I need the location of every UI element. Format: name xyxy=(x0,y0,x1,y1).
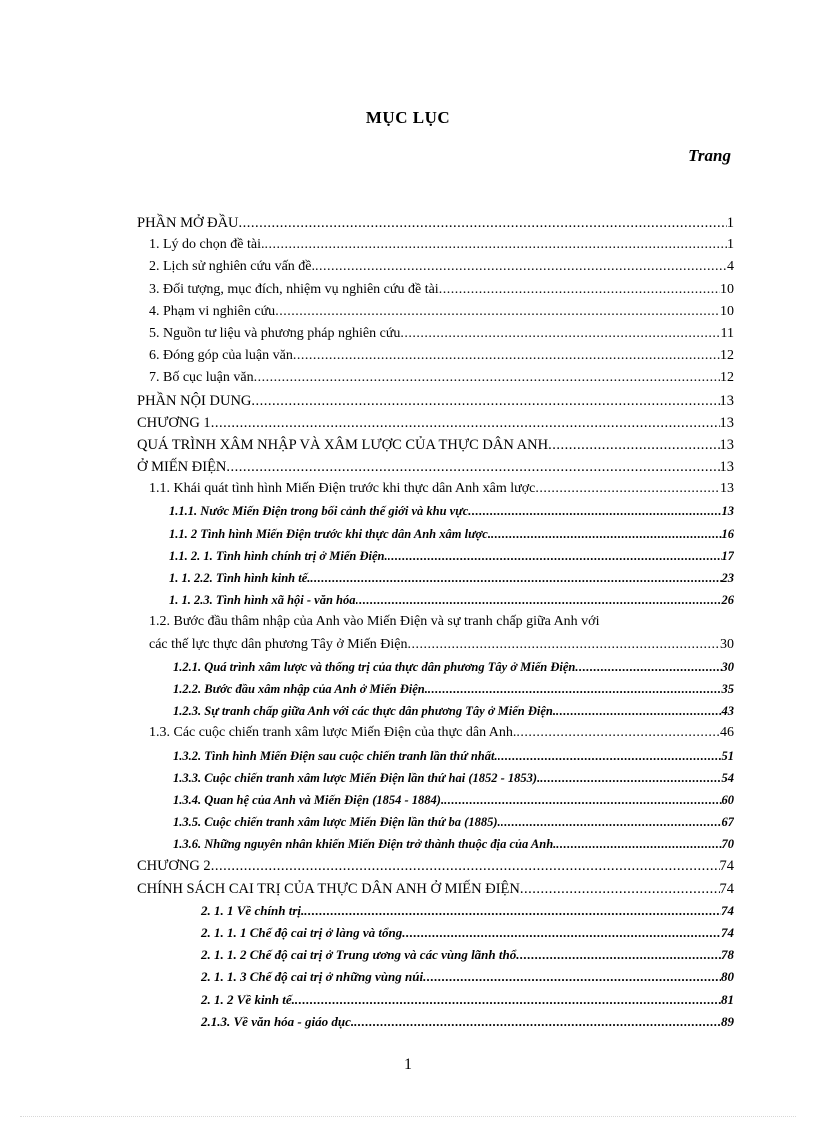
toc-entry-page: 13 xyxy=(719,414,734,431)
toc-entry[interactable] xyxy=(137,922,734,944)
toc-entry-label: 4. Phạm vi nghiên cứu xyxy=(149,303,276,319)
toc-entry-label: 1. 1. 2.3. Tình hình xã hội - văn hóa xyxy=(169,593,356,608)
toc-entry-page: 16 xyxy=(721,526,734,541)
toc-entry[interactable] xyxy=(137,212,734,234)
toc-entry[interactable] xyxy=(137,833,734,855)
toc-entry-label: PHẦN NỘI DUNG xyxy=(137,392,252,409)
page-number: 1 xyxy=(404,1056,412,1073)
toc-entry-label: 1.2. Bước đầu thâm nhập của Anh vào Miến Điện và sự tranh chấp giữa Anh với xyxy=(149,614,600,630)
toc-entry-page: 13 xyxy=(721,504,734,519)
toc-entry-page: 13 xyxy=(720,481,734,497)
toc-entry-page: 46 xyxy=(720,725,734,741)
toc-entry-label: 1.2.3. Sự tranh chấp giữa Anh với các thực dân phương Tây ở Miến Điện. xyxy=(173,704,556,719)
toc-entry-label: 2.1.3. Về văn hóa - giáo dục. xyxy=(201,1013,355,1029)
toc-entry[interactable] xyxy=(137,700,734,722)
toc-entry-page: 10 xyxy=(720,281,734,297)
toc-entry-page: 10 xyxy=(720,303,734,319)
toc-entry[interactable] xyxy=(137,656,734,678)
dot-leader xyxy=(226,456,719,478)
toc-entry[interactable] xyxy=(137,478,734,500)
toc-entry-page: 35 xyxy=(721,681,734,696)
dot-leader xyxy=(239,212,727,234)
toc-entry-label: 1.2.2. Bước đầu xâm nhập của Anh ở Miến Điện. xyxy=(173,681,428,696)
toc-entry-page: 51 xyxy=(721,748,734,763)
toc-entry[interactable] xyxy=(137,634,734,656)
dot-leader xyxy=(354,1011,721,1033)
toc-entry[interactable] xyxy=(137,412,734,434)
dot-leader xyxy=(251,390,719,412)
toc-entry-page: 13 xyxy=(719,436,734,453)
dot-leader xyxy=(408,634,720,656)
toc-entry-page: 4 xyxy=(727,259,734,275)
toc-entry-label: 1.1. Khái quát tình hình Miến Điện trước khi thực dân Anh xâm lược xyxy=(149,481,536,497)
dot-leader xyxy=(575,656,721,678)
toc-entry[interactable] xyxy=(137,301,734,323)
dot-leader xyxy=(535,478,720,500)
toc-entry[interactable] xyxy=(137,323,734,345)
toc-entry-label: 1.1.1. Nước Miến Điện trong bối cảnh thế giới và khu vực xyxy=(169,504,469,519)
toc-entry-label: 1.3.4. Quan hệ của Anh và Miến Điện (1854 - 1884). xyxy=(173,792,445,807)
toc-entry-page: 23 xyxy=(721,571,734,585)
toc-entry-page: 60 xyxy=(721,792,734,807)
toc-entry[interactable] xyxy=(137,256,734,278)
toc-entry-page: 54 xyxy=(721,770,734,785)
dot-leader xyxy=(439,279,720,301)
dot-leader xyxy=(254,367,720,389)
toc-entry[interactable] xyxy=(137,745,734,767)
dot-leader xyxy=(444,789,721,811)
toc-entry-label: 1.3.6. Những nguyên nhân khiến Miến Điện trở thành thuộc địa của Anh. xyxy=(173,837,557,852)
dot-leader xyxy=(516,944,721,966)
dot-leader xyxy=(501,811,722,833)
toc-entry[interactable] xyxy=(137,1011,734,1033)
toc-entry-label: 1.3.3. Cuộc chiến tranh xâm lược Miến Điện lần thứ hai (1852 - 1853). xyxy=(173,770,541,785)
toc-entry-page: 74 xyxy=(719,858,734,875)
toc-entry-label: 6. Đóng góp của luận văn xyxy=(149,348,293,364)
dot-leader xyxy=(556,833,721,855)
toc-entry-page: 81 xyxy=(721,991,734,1007)
toc-entry-label: CHÍNH SÁCH CAI TRỊ CỦA THỰC DÂN ANH Ở MIẾN ĐIỆN xyxy=(137,880,520,897)
toc-entry-page: 67 xyxy=(721,815,734,830)
toc-entry-label: các thế lực thực dân phương Tây ở Miến Điện xyxy=(149,636,408,652)
dot-leader xyxy=(402,922,721,944)
toc-entry-page: 11 xyxy=(720,325,734,341)
toc-entry-page: 12 xyxy=(720,348,734,364)
toc-entry-label: 1.1. 2. 1. Tình hình chính trị ở Miến Điện. xyxy=(169,548,388,563)
toc-entry-page: 43 xyxy=(721,704,734,719)
dot-leader xyxy=(428,678,722,700)
dot-leader xyxy=(540,767,721,789)
page-title: MỤC LỤC xyxy=(365,108,451,127)
page-bottom-divider xyxy=(20,1116,796,1117)
dot-leader xyxy=(264,234,727,256)
toc-entry[interactable] xyxy=(137,767,734,789)
toc-entry-page: 74 xyxy=(721,902,734,918)
toc-entry-label: CHƯƠNG 1 xyxy=(137,414,211,431)
toc-entry[interactable] xyxy=(137,811,734,833)
toc-entry[interactable] xyxy=(137,500,734,522)
toc-entry[interactable] xyxy=(137,989,734,1011)
dot-leader xyxy=(520,878,720,900)
toc-entry[interactable] xyxy=(137,367,734,389)
dot-leader xyxy=(295,989,721,1011)
dot-leader xyxy=(468,500,721,522)
toc-entry[interactable] xyxy=(137,234,734,256)
toc-entry-label: 2. 1. 1 Về chính trị. xyxy=(201,902,305,918)
toc-entry[interactable] xyxy=(137,855,734,877)
toc-entry-page: 70 xyxy=(721,837,734,852)
dot-leader xyxy=(310,567,721,589)
dot-leader xyxy=(275,301,720,323)
toc-entry-label: 1.3.5. Cuộc chiến tranh xâm lược Miến Điện lần thứ ba (1885). xyxy=(173,815,501,830)
toc-entry-page: 74 xyxy=(721,925,734,940)
toc-entry-label: 1. Lý do chọn đề tài. xyxy=(149,237,265,253)
toc-entry[interactable] xyxy=(137,456,734,478)
toc-entry-label: 1.1. 2 Tình hình Miến Điện trước khi thực dân Anh xâm lược. xyxy=(169,526,491,541)
toc-entry[interactable] xyxy=(137,966,734,988)
toc-entry[interactable] xyxy=(137,279,734,301)
toc-entry-page: 89 xyxy=(721,1013,734,1029)
dot-leader xyxy=(388,545,722,567)
dot-leader xyxy=(211,412,720,434)
toc-entry[interactable] xyxy=(137,545,734,567)
toc-entry-label: 1. 1. 2.2. Tình hình kinh tế. xyxy=(169,571,311,585)
toc-entry[interactable] xyxy=(137,523,734,545)
toc-entry[interactable] xyxy=(137,589,734,611)
toc-entry-label: 5. Nguồn tư liệu và phương pháp nghiên cứu xyxy=(149,325,401,341)
toc-entry-page: 30 xyxy=(721,659,734,674)
toc-entry-page: 13 xyxy=(719,392,734,409)
dot-leader xyxy=(400,323,720,345)
toc-entry-label: QUÁ TRÌNH XÂM NHẬP VÀ XÂM LƯỢC CỦA THỰC DÂN ANH xyxy=(137,436,549,453)
toc-entry[interactable] xyxy=(137,345,734,367)
dot-leader xyxy=(293,345,720,367)
toc-entry-label: 7. Bố cục luận văn xyxy=(149,370,254,386)
toc-entry-label: 2. 1. 1. 2 Chế độ cai trị ở Trung ương và các vùng lãnh thổ xyxy=(201,947,517,963)
toc-entry[interactable] xyxy=(137,944,734,966)
toc-entry-label: 2. 1. 1. 1 Chế độ cai trị ở làng và tổng xyxy=(201,925,403,940)
dot-leader xyxy=(548,434,719,456)
page-column-label: Trang xyxy=(688,146,731,165)
toc-entry-label: 3. Đối tượng, mục đích, nhiệm vụ nghiên cứu đề tài xyxy=(149,281,439,297)
toc-entry[interactable] xyxy=(137,434,734,456)
toc-entry-label: 1.3.2. Tình hình Miến Điện sau cuộc chiến tranh lần thứ nhất. xyxy=(173,748,498,763)
toc-entry-page: 17 xyxy=(721,548,734,563)
dot-leader xyxy=(516,722,720,744)
toc-entry[interactable] xyxy=(137,678,734,700)
toc-entry-label: 2. 1. 2 Về kinh tế. xyxy=(201,991,295,1007)
toc-entry-page: 13 xyxy=(719,459,734,476)
dot-leader xyxy=(556,700,722,722)
toc-entry-page: 1 xyxy=(727,237,734,253)
toc-entry[interactable] xyxy=(137,789,734,811)
toc-entry-page: 26 xyxy=(721,593,734,608)
toc-entry-page: 74 xyxy=(719,880,734,897)
table-of-contents xyxy=(137,212,734,1033)
toc-entry[interactable] xyxy=(137,900,734,922)
toc-entry-page: 78 xyxy=(721,947,734,963)
toc-entry-label: Ở MIẾN ĐIỆN xyxy=(137,459,227,476)
toc-entry-page: 12 xyxy=(720,370,734,386)
toc-entry-page: 1 xyxy=(726,215,734,231)
toc-entry-label: PHẦN MỞ ĐẦU xyxy=(137,215,239,231)
toc-entry-label: 2. 1. 1. 3 Chế độ cai trị ở những vùng núi xyxy=(201,969,424,985)
toc-entry[interactable] xyxy=(137,878,734,900)
toc-entry[interactable] xyxy=(137,390,734,412)
toc-entry[interactable] xyxy=(137,611,734,633)
toc-entry-label: 1.3. Các cuộc chiến tranh xâm lược Miến Điện của thực dân Anh. xyxy=(149,725,517,741)
toc-entry-label: 2. Lịch sử nghiên cứu vấn đề. xyxy=(149,259,316,275)
dot-leader xyxy=(211,855,720,877)
dot-leader xyxy=(315,256,727,278)
toc-entry-page: 80 xyxy=(721,969,734,985)
dot-leader xyxy=(491,523,722,545)
toc-entry-label: 1.2.1. Quá trình xâm lược và thống trị của thực dân phương Tây ở Miến Điện xyxy=(173,659,576,674)
dot-leader xyxy=(356,589,722,611)
toc-entry-page: 30 xyxy=(720,636,734,652)
toc-entry[interactable] xyxy=(137,567,734,589)
toc-entry-label: CHƯƠNG 2 xyxy=(137,858,211,875)
dot-leader xyxy=(304,900,721,922)
dot-leader xyxy=(423,966,721,988)
dot-leader xyxy=(498,745,722,767)
toc-entry[interactable] xyxy=(137,722,734,744)
